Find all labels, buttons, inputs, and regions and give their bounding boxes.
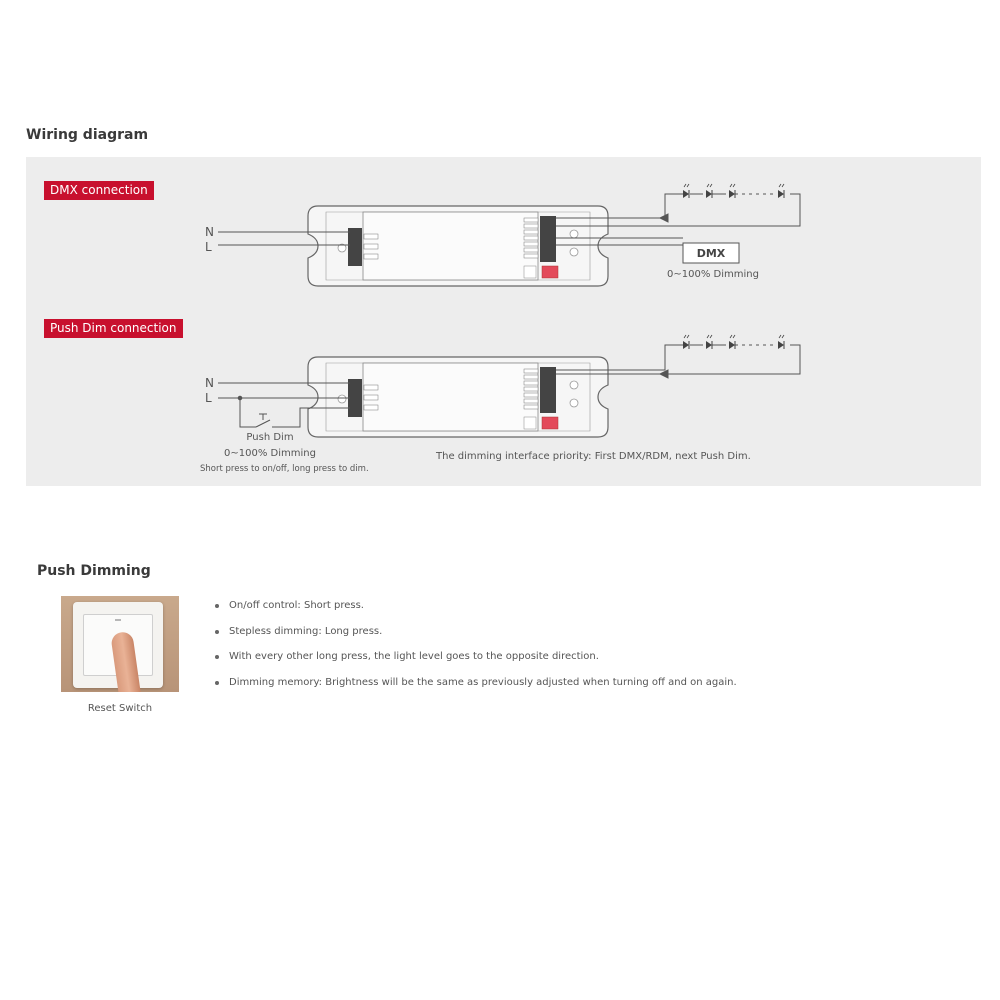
list-item: Stepless dimming: Long press. [215,626,737,652]
list-item: Dimming memory: Brightness will be the same as previously adjusted when turning off and on again. [215,677,737,703]
dmx-l-label: L [205,240,212,254]
priority-note: The dimming interface priority: First DMX/RDM, next Push Dim. [436,451,751,462]
list-item: With every other long press, the light level goes to the opposite direction. [215,651,737,677]
push-dimming-bullets [215,600,737,702]
push-dim-label: Push Dim [246,432,294,443]
pushdim-l-label: L [205,391,212,405]
pushdim-connection-label: Push Dim connection [44,319,183,338]
pushdim-dimming-label: 0~100% Dimming [224,448,316,459]
short-press-note: Short press to on/off, long press to dim. [200,464,369,474]
dmx-led-string [683,184,784,198]
dmx-box-label: DMX [696,247,726,260]
push-dimming-title: Push Dimming [37,563,151,579]
pushdim-driver [308,357,608,437]
pushdim-n-label: N [205,376,214,390]
pushdim-led-string [683,335,784,349]
dmx-connection-label: DMX connection [44,181,154,200]
wiring-diagram-title: Wiring diagram [26,127,149,143]
reset-switch-photo [61,596,179,692]
dmx-dimming-label: 0~100% Dimming [667,269,759,280]
dmx-n-label: N [205,225,214,239]
switch-indicator [115,619,121,621]
photo-caption: Reset Switch [87,703,153,714]
list-item: On/off control: Short press. [215,600,737,626]
